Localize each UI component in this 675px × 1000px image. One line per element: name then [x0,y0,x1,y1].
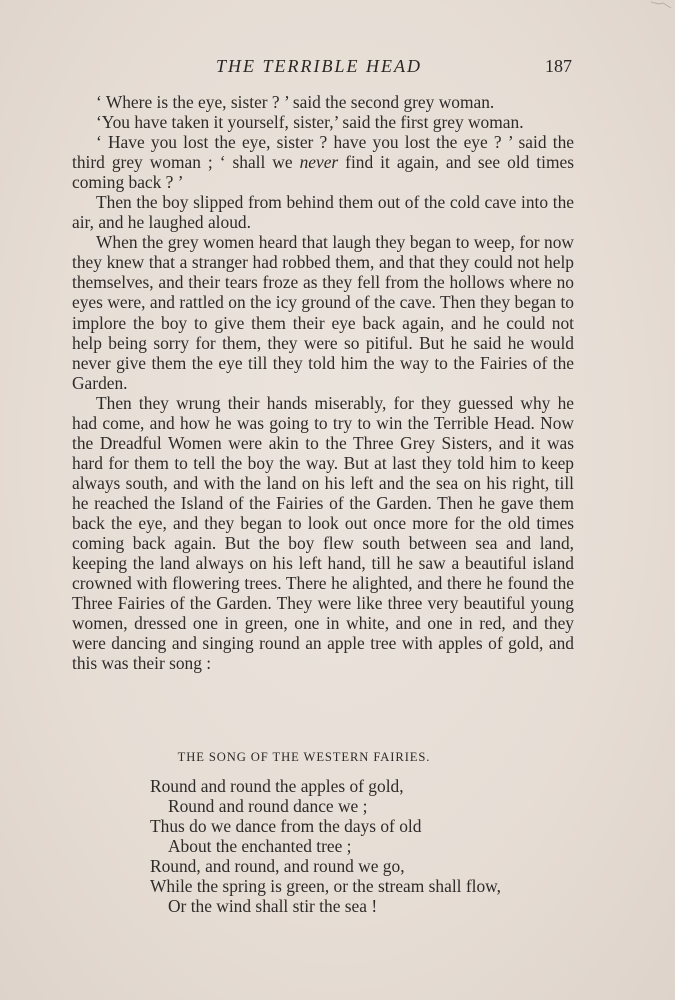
page-corner-mark [649,0,673,14]
body-text [72,92,574,673]
song-title: THE SONG OF THE WESTERN FAIRIES. [177,750,431,764]
poem-line: Thus do we dance from the days of old [150,816,422,837]
poem-line: Round and round the apples of gold, [150,776,404,796]
paragraph: ‘ Where is the eye, sister ? ’ said the second grey woman. [96,92,495,112]
page-number: 187 [545,56,572,76]
running-head [72,56,578,80]
paragraph: Then the boy slipped from behind them out of the cold cave into the air, and he laughed aloud. [72,192,574,233]
poem-line: While the spring is green, or the stream shall flow, [150,876,501,897]
poem-line: About the enchanted tree ; [168,836,352,857]
poem-line: Round and round dance we ; [168,796,368,817]
poem-line: Round, and round, and round we go, [150,856,405,877]
paragraph: Then they wrung their hands miserably, for they guessed why he had come, and how he was going to try to win the Terrible Head. Now the Dreadful Women were akin to the Three Grey Sisters, and it was hard for them to tell the boy the way. But at last they told him to keep always south, and with the land on his left and the sea on his right, till he reached the Island of the Fairies of the Garden. Then he gave them back the eye, and they began to look out once more for the old times coming back again. But the boy flew south between sea and land, keeping the land always on his left hand, till he saw a beautiful island crowned with flowering trees. There he alighted, and there he found the Three Fairies of the Garden. They were like three very beautiful young women, dressed one in green, one in white, and one in red, and they were dancing and singing round an apple tree with apples of gold, and this was their song : [72,392,574,674]
paragraph: When the grey women heard that laugh they began to weep, for now they knew that a stranger had robbed them, and that they could not help themselves, and their tears froze as they fell from the hollows where no eyes were, and rattled on the icy ground of the cave. Then they began to implore the boy to give them their eye back again, and he could not help being sorry for them, they were so pitiful. But he said he would never give them the eye till they told him the way to the Fairies of the Garden. [72,232,574,393]
poem-line: Or the wind shall stir the sea ! [168,896,378,917]
emphasis: never [299,152,339,173]
running-title: THE TERRIBLE HEAD [216,56,422,76]
paragraph: ‘ Have you lost the eye, sister ? have you lost the eye ? ’ said the third grey woman ; ‘ shall we never find it again, and see old times coming back ? ’ [72,132,574,193]
poem [150,776,570,916]
paragraph: ‘You have taken it yourself, sister,’ said the first grey woman. [96,112,524,133]
